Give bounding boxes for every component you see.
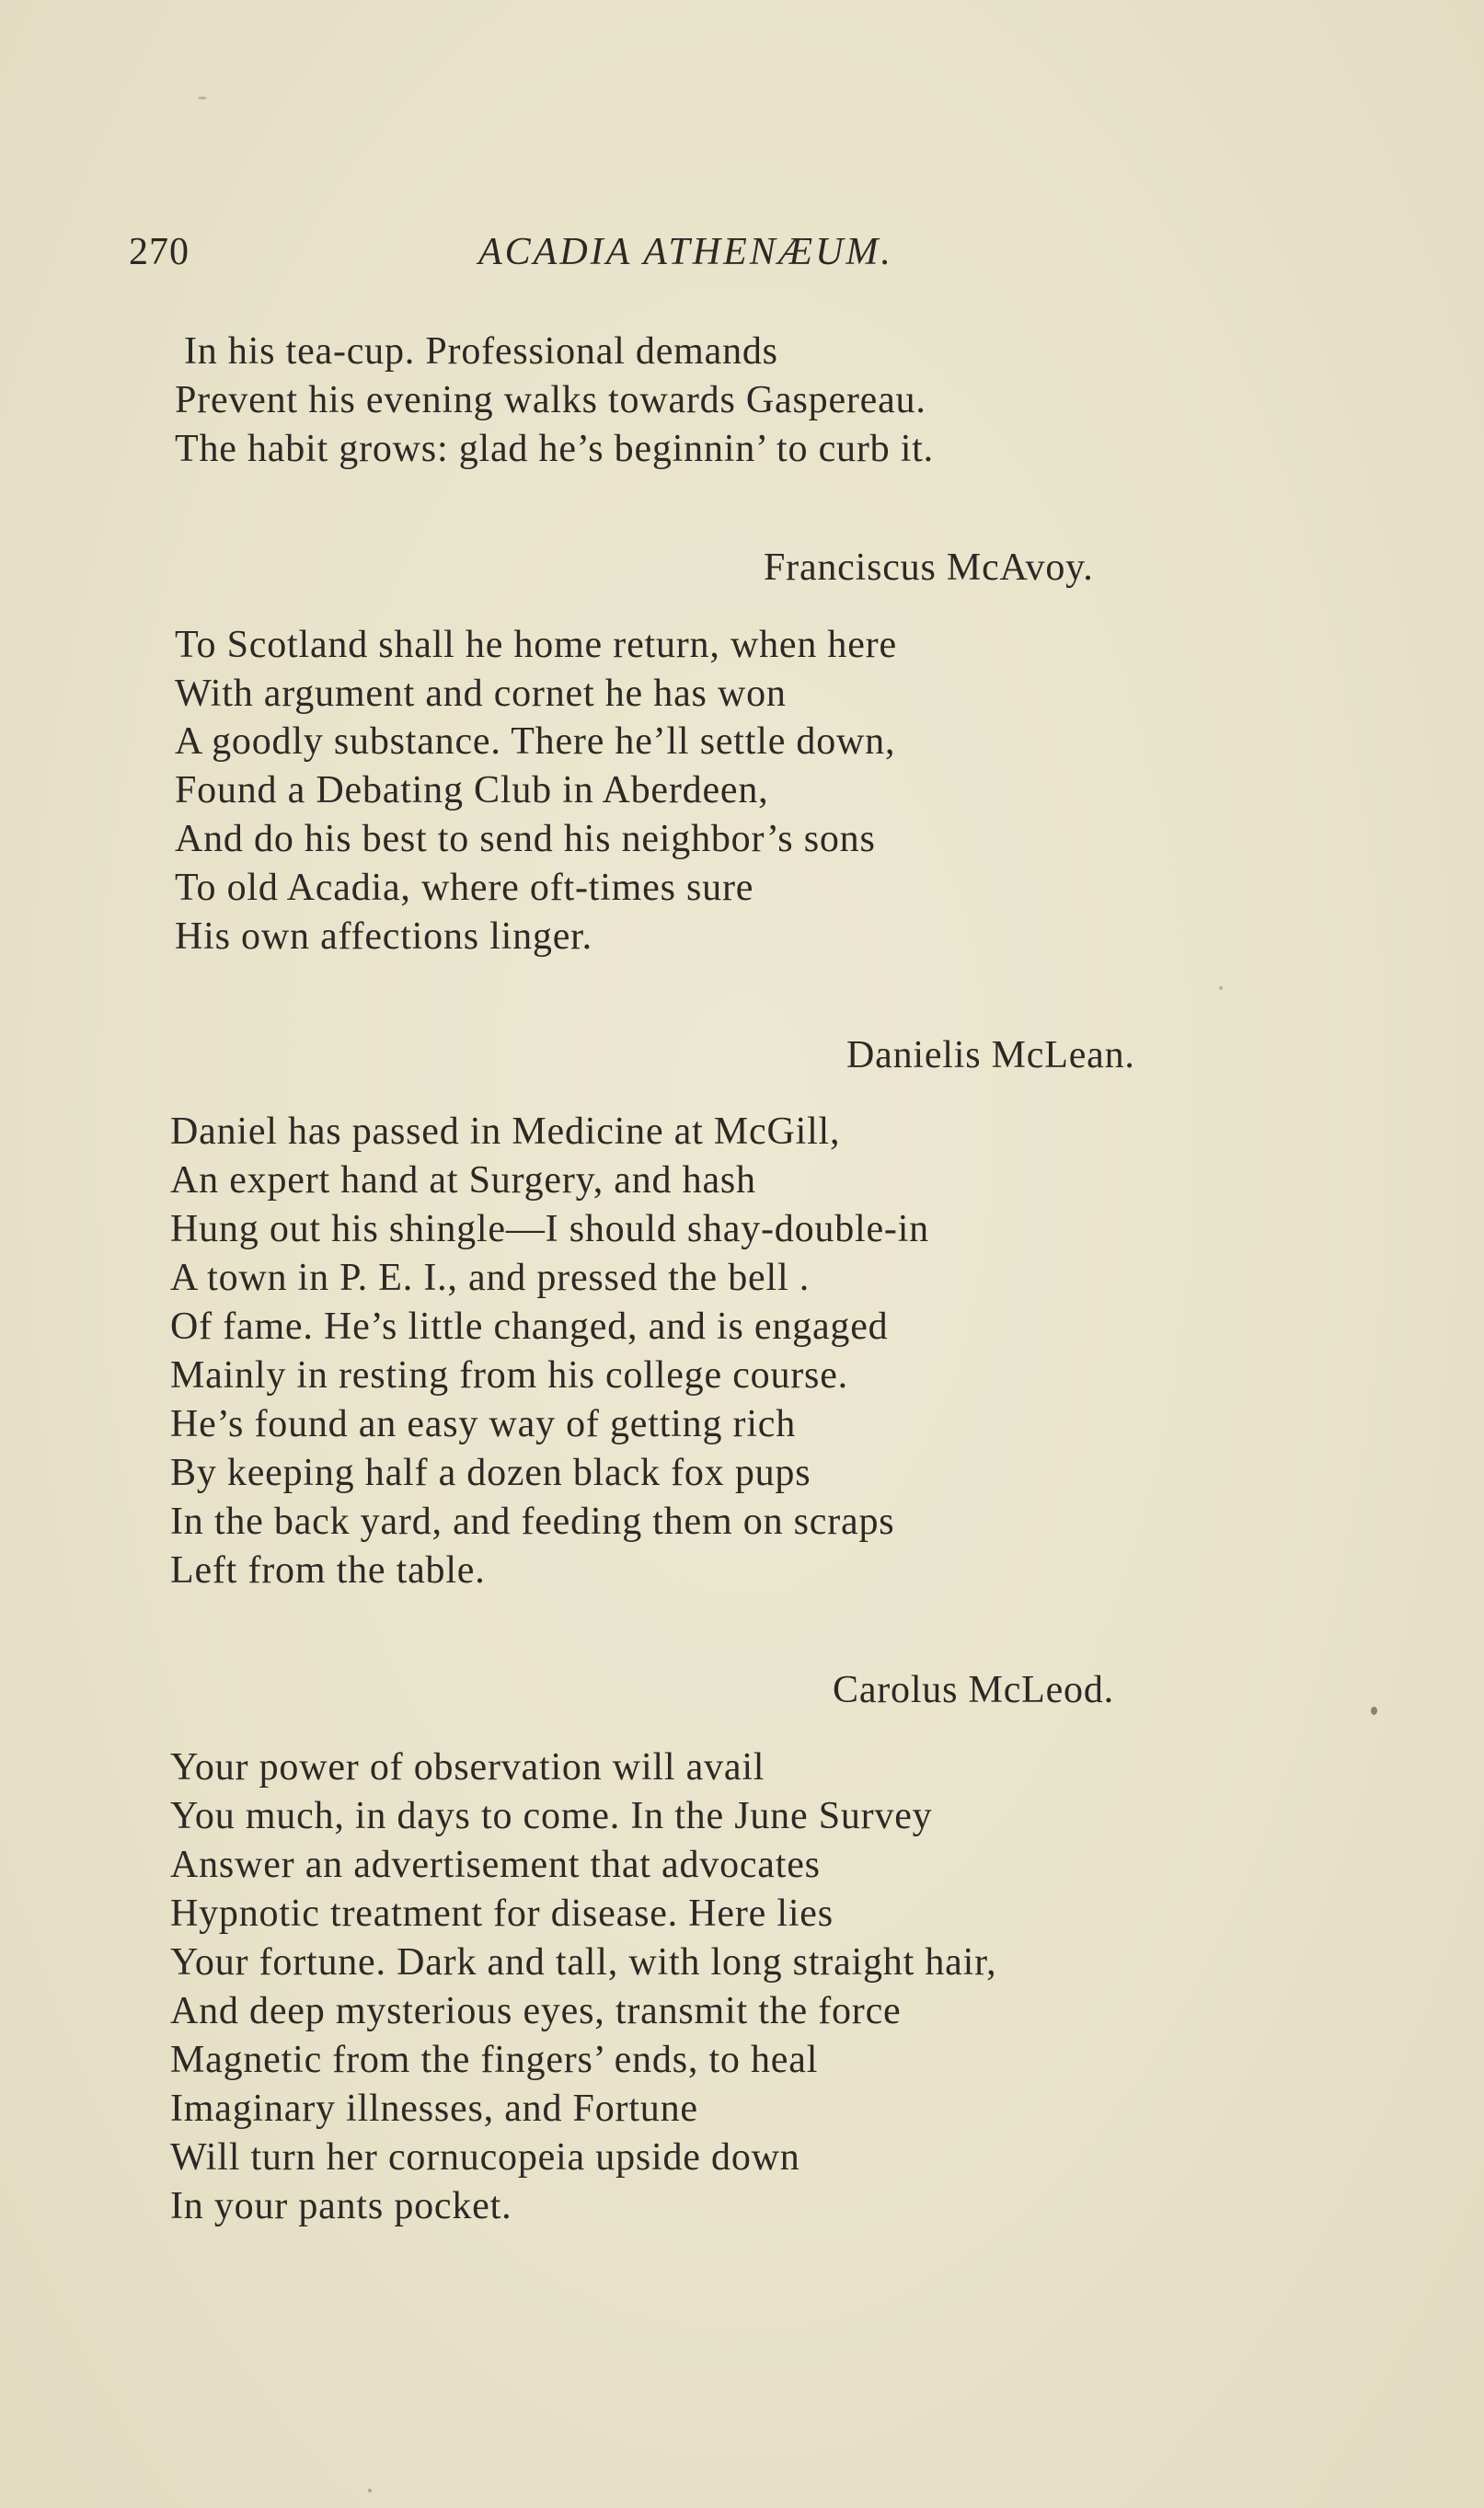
page-number: 270 bbox=[129, 231, 190, 273]
paper-speck bbox=[198, 97, 207, 99]
poem-line: To old Acadia, where oft-times sure bbox=[175, 867, 754, 909]
poem-line: In the back yard, and feeding them on scraps bbox=[170, 1501, 895, 1543]
poem-line: Prevent his evening walks towards Gaspereau. bbox=[175, 379, 926, 421]
poem-line: Hypnotic treatment for disease. Here lies bbox=[170, 1893, 834, 1935]
poem-line: His own affections linger. bbox=[175, 915, 592, 958]
poem-line: He’s found an easy way of getting rich bbox=[170, 1403, 797, 1445]
poem-line: You much, in days to come. In the June Survey bbox=[170, 1795, 933, 1837]
poem-line: Found a Debating Club in Aberdeen, bbox=[175, 769, 769, 811]
poem-line: Answer an advertisement that advocates bbox=[170, 1844, 821, 1886]
poem-line: Daniel has passed in Medicine at McGill, bbox=[170, 1110, 841, 1153]
poem-line: Magnetic from the fingers’ ends, to heal bbox=[170, 2039, 819, 2081]
poem-line: To Scotland shall he home return, when here bbox=[175, 624, 897, 666]
poem-line: An expert hand at Surgery, and hash bbox=[170, 1159, 756, 1202]
poem-line: With argument and cornet he has won bbox=[175, 673, 787, 715]
running-title: ACADIA ATHENÆUM. bbox=[478, 231, 893, 273]
poem-line: Your power of observation will avail bbox=[170, 1746, 765, 1789]
signature-carolus-mcleod: Carolus McLeod. bbox=[833, 1669, 1114, 1711]
poem-line: Will turn her cornucopeia upside down bbox=[170, 2136, 800, 2179]
paper-speck bbox=[1371, 1707, 1377, 1715]
signature-danielis-mclean: Danielis McLean. bbox=[846, 1034, 1135, 1076]
poem-line: And deep mysterious eyes, transmit the force bbox=[170, 1990, 902, 2032]
poem-line: A goodly substance. There he’ll settle down, bbox=[175, 720, 896, 763]
paper-speck bbox=[368, 2489, 372, 2492]
poem-line: The habit grows: glad he’s beginnin’ to curb it. bbox=[175, 428, 934, 470]
poem-line: Mainly in resting from his college course. bbox=[170, 1354, 848, 1397]
poem-line: In his tea-cup. Professional demands bbox=[184, 330, 778, 373]
poem-line: By keeping half a dozen black fox pups bbox=[170, 1452, 811, 1494]
signature-franciscus-mcavoy: Franciscus McAvoy. bbox=[764, 546, 1094, 589]
poem-line: Hung out his shingle—I should shay-double-in bbox=[170, 1208, 929, 1250]
paper-speck bbox=[1219, 986, 1223, 990]
poem-line: Of fame. He’s little changed, and is engaged bbox=[170, 1306, 889, 1348]
poem-line: And do his best to send his neighbor’s sons bbox=[175, 818, 876, 860]
poem-line: Left from the table. bbox=[170, 1549, 486, 1592]
poem-line: Imaginary illnesses, and Fortune bbox=[170, 2088, 698, 2130]
poem-line: Your fortune. Dark and tall, with long straight hair, bbox=[170, 1941, 997, 1984]
poem-line: In your pants pocket. bbox=[170, 2185, 512, 2227]
poem-line: A town in P. E. I., and pressed the bell . bbox=[170, 1257, 811, 1299]
